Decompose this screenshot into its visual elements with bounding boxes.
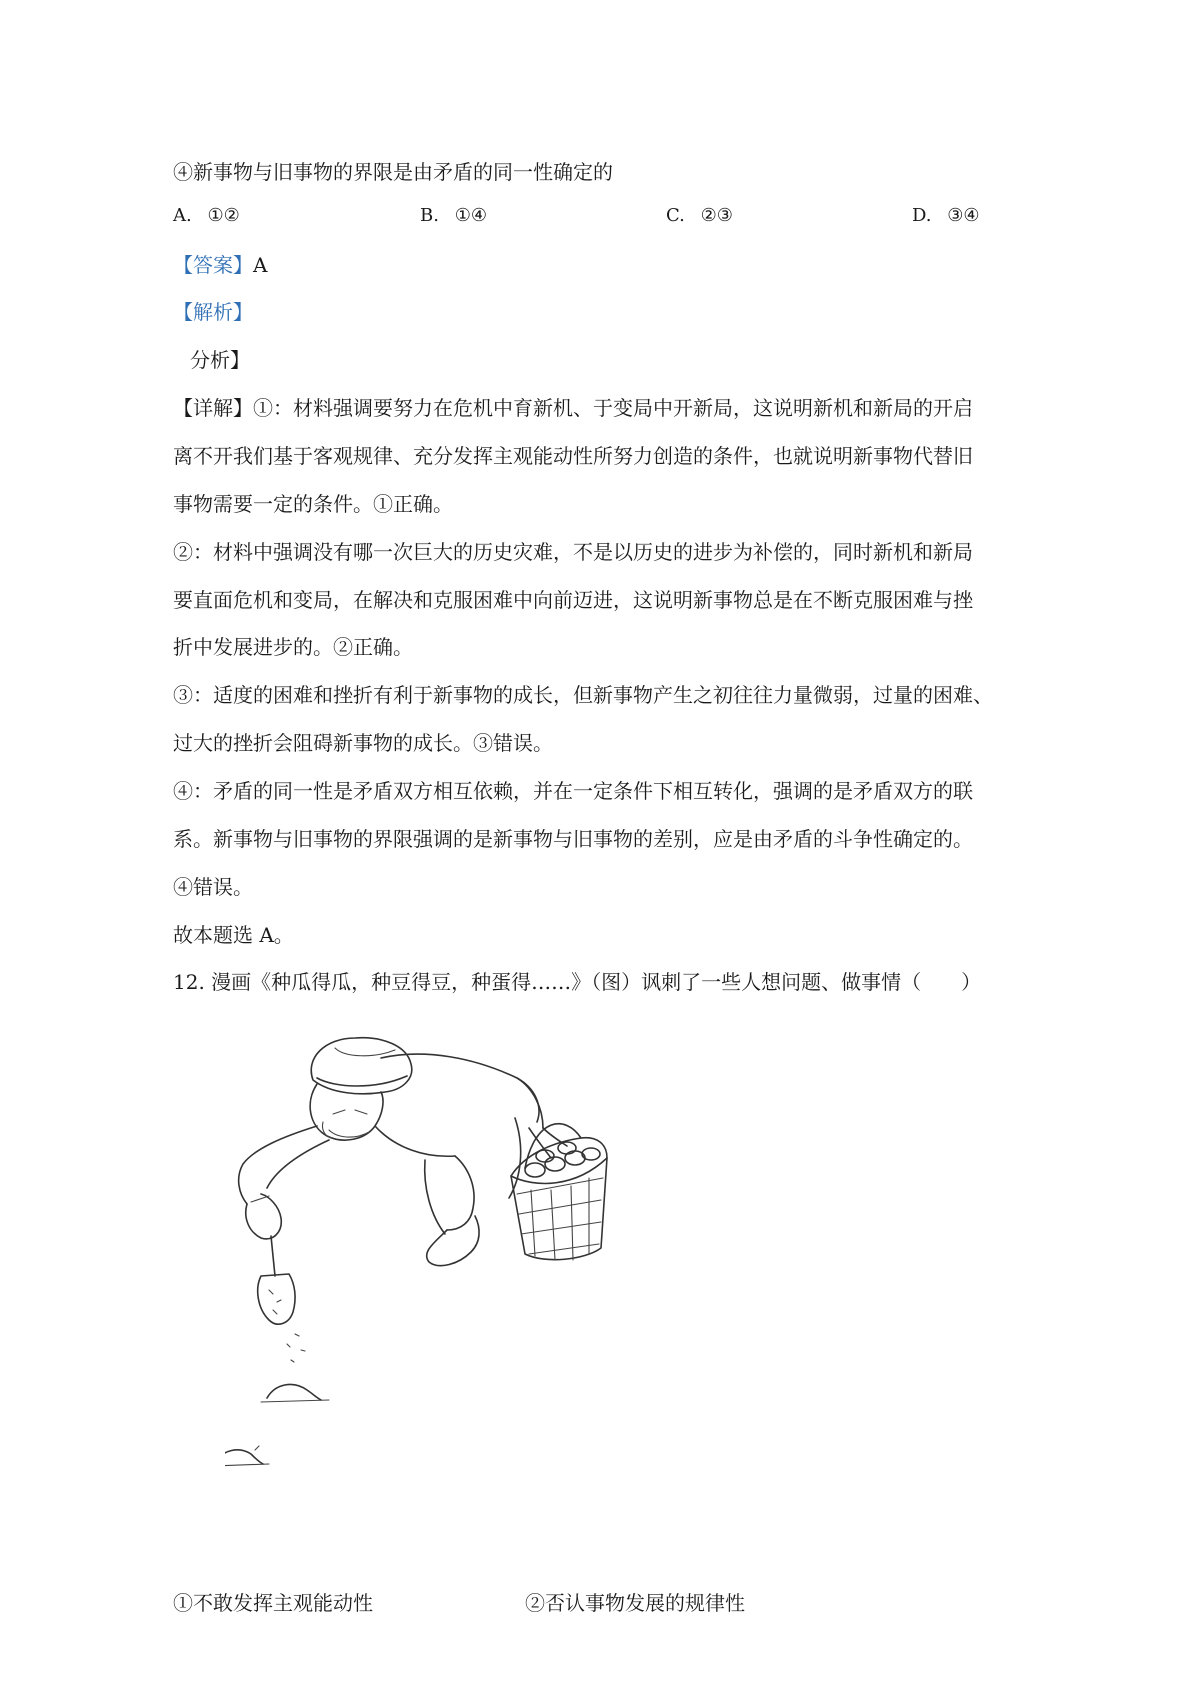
analysis-label: 【解析】 (173, 300, 253, 324)
detail-line-11: ④错误。 (173, 875, 253, 899)
option-a-text: ①② (207, 205, 240, 226)
answer-line (173, 250, 267, 280)
option-a-letter: A. (173, 205, 192, 226)
detail-line-5: 要直面危机和变局，在解决和克服困难中向前迈进，这说明新事物总是在不断克服困难与挫 (173, 588, 973, 612)
option-c-letter: C. (666, 205, 685, 226)
conclusion-line: 故本题选 A。 (173, 923, 294, 947)
answer-label: 【答案】 (173, 253, 253, 277)
detail-line-10: 系。新事物与旧事物的界限强调的是新事物与旧事物的差别，应是由矛盾的斗争性确定的。 (173, 827, 973, 851)
option-a (173, 201, 240, 231)
option-b-letter: B. (420, 205, 439, 226)
question-12-stem: 12. 漫画《种瓜得瓜，种豆得豆，种蛋得……》（图）讽刺了一些人想问题、做事情（ ） (173, 970, 982, 994)
cartoon-man-planting-eggs-image (225, 1018, 655, 1488)
option-b-text: ①④ (454, 205, 487, 226)
option-item-4: ④新事物与旧事物的界限是由矛盾的同一性确定的 (173, 160, 613, 184)
detail-line-4: ②：材料中强调没有哪一次巨大的历史灾难，不是以历史的进步为补偿的，同时新机和新局 (173, 540, 973, 564)
cartoon-figure (225, 1018, 655, 1488)
detail-line-7: ③：适度的困难和挫折有利于新事物的成长，但新事物产生之初往往力量微弱，过量的困难、 (173, 683, 993, 707)
detail-line-3: 事物需要一定的条件。①正确。 (173, 492, 453, 516)
option-b (420, 201, 487, 231)
detail-text-1: ①：材料强调要努力在危机中育新机、于变局中开新局，这说明新机和新局的开启 (253, 396, 973, 420)
detail-line-9: ④：矛盾的同一性是矛盾双方相互依赖，并在一定条件下相互转化，强调的是矛盾双方的联 (173, 779, 973, 803)
analysis-sub-label: 分析】 (190, 348, 250, 372)
detail-line-2: 离不开我们基于客观规律、充分发挥主观能动性所努力创造的条件，也就说明新事物代替旧 (173, 444, 973, 468)
option-d (912, 201, 980, 231)
detail-label: 【详解】 (173, 396, 253, 420)
choice-2: ②否认事物发展的规律性 (525, 1591, 745, 1615)
option-d-text: ③④ (947, 205, 980, 226)
option-c (666, 201, 733, 231)
detail-line-1 (173, 393, 973, 423)
choice-1: ①不敢发挥主观能动性 (173, 1591, 373, 1615)
option-d-letter: D. (912, 205, 932, 226)
detail-line-8: 过大的挫折会阻碍新事物的成长。③错误。 (173, 731, 553, 755)
detail-line-6: 折中发展进步的。②正确。 (173, 635, 413, 659)
answer-value: A (253, 253, 268, 277)
option-c-text: ②③ (700, 205, 733, 226)
